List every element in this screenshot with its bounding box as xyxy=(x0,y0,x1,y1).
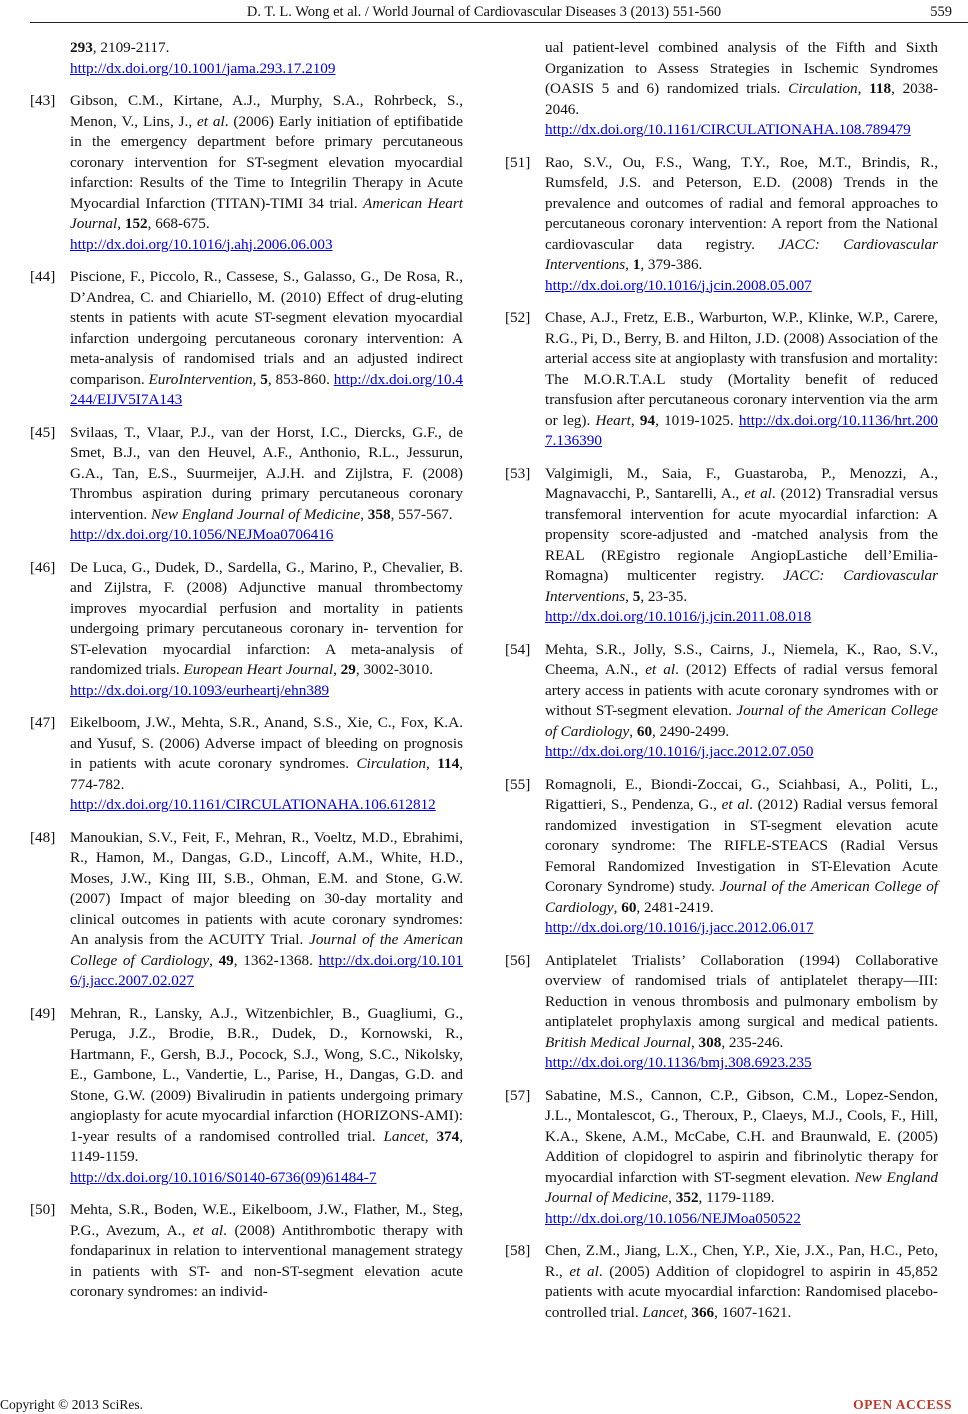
pages: , 235-246. xyxy=(721,1033,784,1051)
volume: 60 xyxy=(621,898,637,916)
pages: , 557-567. xyxy=(390,505,453,523)
journal-title: Heart xyxy=(595,411,631,429)
reference-text: . (2006) Early initiation of eptifibatide in the emergency department before primary percutaneous coronary intervention for ST-segment elevation myocardial infarction: Results of the Time to Integrilin Therapy in Acute Myocardial Infarction (TITAN)-TIMI 34 trial. xyxy=(70,112,463,212)
journal-title: Journal of the American College of Cardiology xyxy=(70,931,463,969)
doi-link[interactable]: http://dx.doi.org/10.1001/jama.293.17.2109 xyxy=(70,59,336,77)
volume: 118 xyxy=(869,80,892,97)
reference-body xyxy=(70,267,463,411)
reference-item xyxy=(30,267,463,411)
reference-body xyxy=(545,1086,938,1230)
reference-text: Romagnoli, E., Biondi-Zoccai, G., Sciahbasi, A., Politi, L., Rigattieri, S., Pendenza, G., xyxy=(545,775,938,813)
reference-body xyxy=(70,1200,463,1303)
journal-title: Journal of the American College of Cardiology xyxy=(545,878,939,916)
doi-link[interactable]: http://dx.doi.org/10.1093/eurheartj/ehn389 xyxy=(70,681,330,699)
pages: , 3002-3010. xyxy=(355,661,434,678)
journal-title: JACC: Cardiovascular Interventions xyxy=(545,567,938,605)
pages: , 23-35. xyxy=(640,587,688,605)
reference-number: [50] xyxy=(30,1201,56,1218)
volume: 5 xyxy=(632,587,641,605)
reference-text: Svilaas, T., Vlaar, P.J., van der Horst, I.C., Diercks, G.F., de Smet, B.J., van den Heuvel, A.F., Anthonio, R.L., Jessurun, G.A., Tan, E.S., Suurmeijer, A.J.H. and Zijlstra, F. (2008) Thrombus aspiration during primary percutaneous coronary intervention. xyxy=(70,423,463,523)
journal-title: Journal of the American College of Cardiology xyxy=(545,702,938,740)
separator: , xyxy=(209,951,219,969)
journal-title: Circulation xyxy=(356,755,426,772)
continued-reference: ual patient-level combined analysis of the Fifth and Sixth Organization to Assess Strategies in Ischemic Syndromes (OASIS 5 and 6) randomized trials. Circulation, 118, 2038-2046. http://dx.doi.org/10.1161/CIRCULATIONAHA.108.789479 xyxy=(505,38,938,141)
separator: , xyxy=(630,411,640,429)
volume: 114 xyxy=(437,755,460,772)
reference-item xyxy=(505,640,938,763)
separator: , xyxy=(625,587,633,605)
continued-reference xyxy=(30,38,463,79)
separator: , xyxy=(629,722,637,740)
reference-body xyxy=(545,775,938,939)
reference-item xyxy=(30,1200,463,1303)
reference-body xyxy=(70,1004,463,1189)
reference-item xyxy=(505,775,938,939)
reference-item xyxy=(505,951,938,1074)
reference-body xyxy=(70,91,463,255)
volume: 1 xyxy=(632,256,641,273)
separator: , xyxy=(252,370,261,388)
reference-text: . (2008) Antithrombotic therapy with fondaparinux in relation to interventional management strategy in patients with ST- and non-ST-segment elevation acute coronary syndromes: an individ- xyxy=(70,1221,464,1300)
page-footer xyxy=(0,1395,968,1414)
volume: 352 xyxy=(675,1189,699,1206)
doi-link[interactable]: http://dx.doi.org/10.1136/hrt.2007.136390 xyxy=(545,411,939,449)
doi-link[interactable]: http://dx.doi.org/10.1016/j.ahj.2006.06.003 xyxy=(70,235,333,253)
reference-body xyxy=(545,640,938,763)
reference-text: Chen, Z.M., Jiang, L.X., Chen, Y.P., Xie, J.X., Pan, H.C., Peto, R., xyxy=(545,1242,938,1280)
pages: , 1149-1159. xyxy=(70,1127,464,1165)
separator: , xyxy=(117,215,125,232)
reference-body xyxy=(545,153,938,297)
reference-text: . (2005) Addition of clopidogrel to aspirin in 45,852 patients with acute myocardial infarction: Randomised placebo-controlled trial. xyxy=(545,1262,938,1321)
reference-text: . (2012) Transradial versus transfemoral intervention for acute myocardial infarction: A propensity score-adjusted and -matched analysis from the REAL (REgistro regionale AngiopLastiche dell’Emilia-Romagna) multicenter registry. xyxy=(545,485,939,584)
reference-number: [58] xyxy=(505,1242,531,1259)
volume: 366 xyxy=(691,1303,715,1321)
pages: , 668-675. xyxy=(147,215,210,232)
et-al: et al xyxy=(569,1262,599,1280)
journal-title: Lancet xyxy=(642,1303,684,1321)
reference-item xyxy=(30,713,463,816)
reference-text: Gibson, C.M., Kirtane, A.J., Murphy, S.A., Rohrbeck, S., Menon, V., Lins, J., xyxy=(70,92,463,130)
volume: 308 xyxy=(698,1033,722,1051)
volume: 5 xyxy=(260,370,268,388)
reference-text: Mehta, S.R., Jolly, S.S., Cairns, J., Niemela, K., Rao, S.V., Cheema, A.N., xyxy=(545,640,938,678)
reference-text: Sabatine, M.S., Cannon, C.P., Gibson, C.M., Lopez-Sendon, J.L., Montalescot, G., Theroux, P., Claeys, M.J., Cools, F., Hill, K.A., Skene, A.M., McCabe, C.H. and Braunwald, E. (2005) Addition of clopidogrel to aspirin and fibrinolytic therapy for myocardial infarction with ST-segment elevation. xyxy=(545,1086,938,1186)
reference-item xyxy=(505,1241,938,1323)
et-al: et al xyxy=(197,112,225,130)
separator: , xyxy=(360,505,368,523)
doi-link[interactable]: http://dx.doi.org/10.1161/CIRCULATIONAHA.108.789479 xyxy=(545,121,911,138)
doi-link[interactable]: http://dx.doi.org/10.1161/CIRCULATIONAHA.106.612812 xyxy=(70,796,436,813)
pages: , 1019-1025. xyxy=(655,411,739,429)
volume: 29 xyxy=(340,661,356,678)
reference-number: [48] xyxy=(30,828,56,846)
separator: , xyxy=(425,755,438,772)
reference-number: [43] xyxy=(30,92,56,109)
volume: 60 xyxy=(636,722,653,740)
journal-title: Lancet xyxy=(383,1127,425,1145)
doi-link[interactable]: http://dx.doi.org/10.1056/NEJMoa050522 xyxy=(545,1209,801,1227)
doi-link[interactable]: http://dx.doi.org/10.1016/j.jacc.2012.06.017 xyxy=(545,919,814,936)
reference-number: [45] xyxy=(30,423,56,441)
left-column xyxy=(30,38,463,1315)
volume: 358 xyxy=(367,505,391,523)
reference-item xyxy=(30,1004,463,1189)
reference-number: [54] xyxy=(505,640,531,658)
pages: , 2038-2046. xyxy=(545,80,939,118)
pages: , 2490-2499. xyxy=(652,722,730,740)
journal-title: European Heart Journal xyxy=(183,661,334,678)
journal-title: Circulation xyxy=(788,80,858,97)
volume: 94 xyxy=(639,411,656,429)
reference-text: Rao, S.V., Ou, F.S., Wang, T.Y., Roe, M.T., Brindis, R., Rumsfeld, J.S. and Peterson, E.D. (2008) Trends in the prevalence and outcomes of radial and femoral approaches to percutaneous coronary intervention: A report from the National cardiovascular data registry. xyxy=(545,153,938,253)
doi-link[interactable]: http://dx.doi.org/10.1016/S0140-6736(09)61484-7 xyxy=(70,1168,377,1186)
reference-text: Piscione, F., Piccolo, R., Cassese, S., Galasso, G., De Rosa, R., D’Andrea, C. and Chiariello, M. (2010) Effect of drug-eluting stents in patients with acute ST-segment elevation myocardial infarction undergoing percutaneous coronary intervention: A meta-analysis of randomised trials and an adjusted indirect comparison. xyxy=(70,268,463,388)
reference-number: [49] xyxy=(30,1004,56,1022)
running-header xyxy=(0,0,968,22)
pages: , 1362-1368. xyxy=(233,951,319,969)
reference-body xyxy=(70,713,463,816)
reference-text: Antiplatelet Trialists’ Collaboration (1994) Collaborative overview of randomised trials of antiplatelet therapy—III: Reduction in venous thrombosis and pulmonary embolism by antiplatelet prophylaxis among surgical and medical patients. xyxy=(545,951,938,1030)
reference-number: [57] xyxy=(505,1086,531,1104)
pages: , 1179-1189. xyxy=(698,1189,775,1206)
reference-item xyxy=(30,423,463,546)
doi-link[interactable]: http://dx.doi.org/10.1136/bmj.308.6923.235 xyxy=(545,1054,812,1071)
volume: 152 xyxy=(124,215,148,232)
et-al: et al xyxy=(721,796,750,813)
reference-text: Chase, A.J., Fretz, E.B., Warburton, W.P., Klinke, W.P., Carere, R.G., Pi, D., Berry, B. and Hilton, J.D. (2008) Association of the arterial access site at angioplasty with transfusion and mortality: The M.O.R.T.A.L study (Mortality benefit of reduced transfusion after percutaneous coronary intervention via the arm or leg). xyxy=(545,309,938,429)
reference-text: . (2012) Radial versus femoral randomized investigation in ST-segment elevation acute coronary syndrome: The RIFLE-STEACS (Radial Versus Femoral Randomized Investigation in ST-Elevation Acute Coronary Syndrome) study. xyxy=(545,796,938,895)
separator: , xyxy=(690,1033,699,1051)
reference-number: [52] xyxy=(505,309,531,326)
reference-number: [56] xyxy=(505,951,531,969)
reference-text: Manoukian, S.V., Feit, F., Mehran, R., Voeltz, M.D., Ebrahimi, R., Hamon, M., Dangas, G.D., Lincoff, A.M., White, H.D., Moses, J.W., King III, S.B., Ohman, E.M. and Stone, G.W. (2007) Impact of major bleeding on 30-day mortality and clinical outcomes in patients with acute coronary syndromes: An analysis from the ACUITY Trial. xyxy=(70,828,463,948)
reference-body xyxy=(70,558,463,702)
right-column xyxy=(505,38,938,1335)
reference-body xyxy=(545,1241,938,1323)
reference-item xyxy=(505,153,938,297)
pages: , 1607-1621. xyxy=(714,1303,792,1321)
pages: , 853-860. xyxy=(267,370,334,388)
separator: , xyxy=(333,661,341,678)
doi-link[interactable]: http://dx.doi.org/10.1016/j.jcin.2011.08.018 xyxy=(545,608,812,625)
reference-body xyxy=(545,308,938,452)
journal-title: British Medical Journal xyxy=(545,1033,691,1051)
reference-item xyxy=(505,1086,938,1230)
reference-item xyxy=(30,828,463,992)
volume: 374 xyxy=(436,1127,460,1145)
reference-number: [55] xyxy=(505,775,531,793)
et-al: et al xyxy=(192,1221,224,1239)
reference-body xyxy=(545,951,938,1074)
separator: , xyxy=(613,898,622,916)
reference-text: De Luca, G., Dudek, D., Sardella, G., Marino, P., Chevalier, B. and Zijlstra, F. (2008) Adjunctive manual thrombectomy improves myocardial perfusion and mortality in patients undergoing primary percutaneous coronary in- tervention for ST-elevation myocardial infarction: A meta-analysis of randomized trials. xyxy=(70,558,463,678)
reference-body xyxy=(70,828,463,992)
page-number: 559 xyxy=(930,4,952,20)
reference-text: . (2012) Effects of radial versus femoral artery access in patients with acute coronary syndromes with or without ST-segment elevation. xyxy=(545,661,938,719)
separator: , xyxy=(683,1303,692,1321)
reference-text: Mehta, S.R., Boden, W.E., Eikelboom, J.W., Flather, M., Steg, P.G., Avezum, A., xyxy=(70,1201,463,1239)
et-al: et al xyxy=(744,485,772,502)
separator: , xyxy=(668,1189,676,1206)
reference-number: [47] xyxy=(30,714,56,731)
doi-link[interactable]: http://dx.doi.org/10.1016/j.jcin.2008.05.007 xyxy=(545,276,812,294)
reference-text: Mehran, R., Lansky, A.J., Witzenbichler, B., Guagliumi, G., Peruga, J.Z., Brodie, B.R., Dudek, D., Kornowski, R., Hartmann, F., Gersh, B.J., Pocock, S.J., Wong, S.C., Nikolsky, E., Gambone, L., Vandertie, L., Parise, H., Dangas, G.D. and Stone, G.W. (2009) Bivalirudin in patients undergoing primary angioplasty for acute myocardial infarction (HORIZONS-AMI): 1-year results of a randomised controlled trial. xyxy=(70,1004,463,1145)
reference-text: Eikelboom, J.W., Mehta, S.R., Anand, S.S., Xie, C., Fox, K.A. and Yusuf, S. (2006) Adverse impact of bleeding on prognosis in patients with acute coronary syndromes. xyxy=(70,714,463,772)
et-al: et al xyxy=(645,661,676,678)
header-rule xyxy=(30,22,968,23)
reference-number: [53] xyxy=(505,464,531,482)
separator: , xyxy=(424,1127,437,1145)
pages: , 2109-2117. xyxy=(92,39,170,56)
journal-title: New England Journal of Medicine xyxy=(545,1168,939,1206)
reference-number: [46] xyxy=(30,558,56,576)
running-title: D. T. L. Wong et al. / World Journal of Cardiovascular Diseases 3 (2013) 551-560 xyxy=(246,4,722,20)
reference-item xyxy=(30,558,463,702)
pages: , 379-386. xyxy=(640,256,703,273)
reference-text: Valgimigli, M., Saia, F., Guastaroba, P., Menozzi, A., Magnavacchi, P., Santarelli, A., xyxy=(545,464,938,502)
doi-link[interactable]: http://dx.doi.org/10.1056/NEJMoa0706416 xyxy=(70,526,334,543)
reference-number: [51] xyxy=(505,153,531,171)
journal-title: EuroIntervention xyxy=(148,370,253,388)
journal-title: JACC: Cardiovascular Interventions xyxy=(545,235,938,273)
reference-number: [44] xyxy=(30,268,56,285)
volume: 49 xyxy=(218,951,234,969)
journal-title: New England Journal of Medicine xyxy=(150,505,361,523)
reference-item xyxy=(505,464,938,628)
copyright-notice: Copyright © 2013 SciRes. xyxy=(0,1397,144,1412)
doi-link[interactable]: http://dx.doi.org/10.1016/j.jacc.2007.02.027 xyxy=(70,951,463,989)
open-access-label: OPEN ACCESS xyxy=(853,1397,952,1412)
doi-link[interactable]: http://dx.doi.org/10.1016/j.jacc.2012.07.050 xyxy=(545,743,814,760)
reference-body xyxy=(545,464,938,628)
reference-text: ual patient-level combined analysis of the Fifth and Sixth Organization to Assess Strategies in Ischemic Syndromes (OASIS 5 and 6) randomized trials. xyxy=(545,39,938,97)
volume: 293 xyxy=(70,39,93,56)
pages: , 774-782. xyxy=(70,755,464,793)
reference-item xyxy=(30,91,463,255)
separator: , xyxy=(625,256,633,273)
reference-item xyxy=(505,308,938,452)
reference-body xyxy=(70,423,463,546)
doi-link[interactable]: http://dx.doi.org/10.4244/EIJV5I7A143 xyxy=(70,370,463,408)
pages: , 2481-2419. xyxy=(636,898,714,916)
journal-title: American Heart Journal xyxy=(70,194,463,232)
